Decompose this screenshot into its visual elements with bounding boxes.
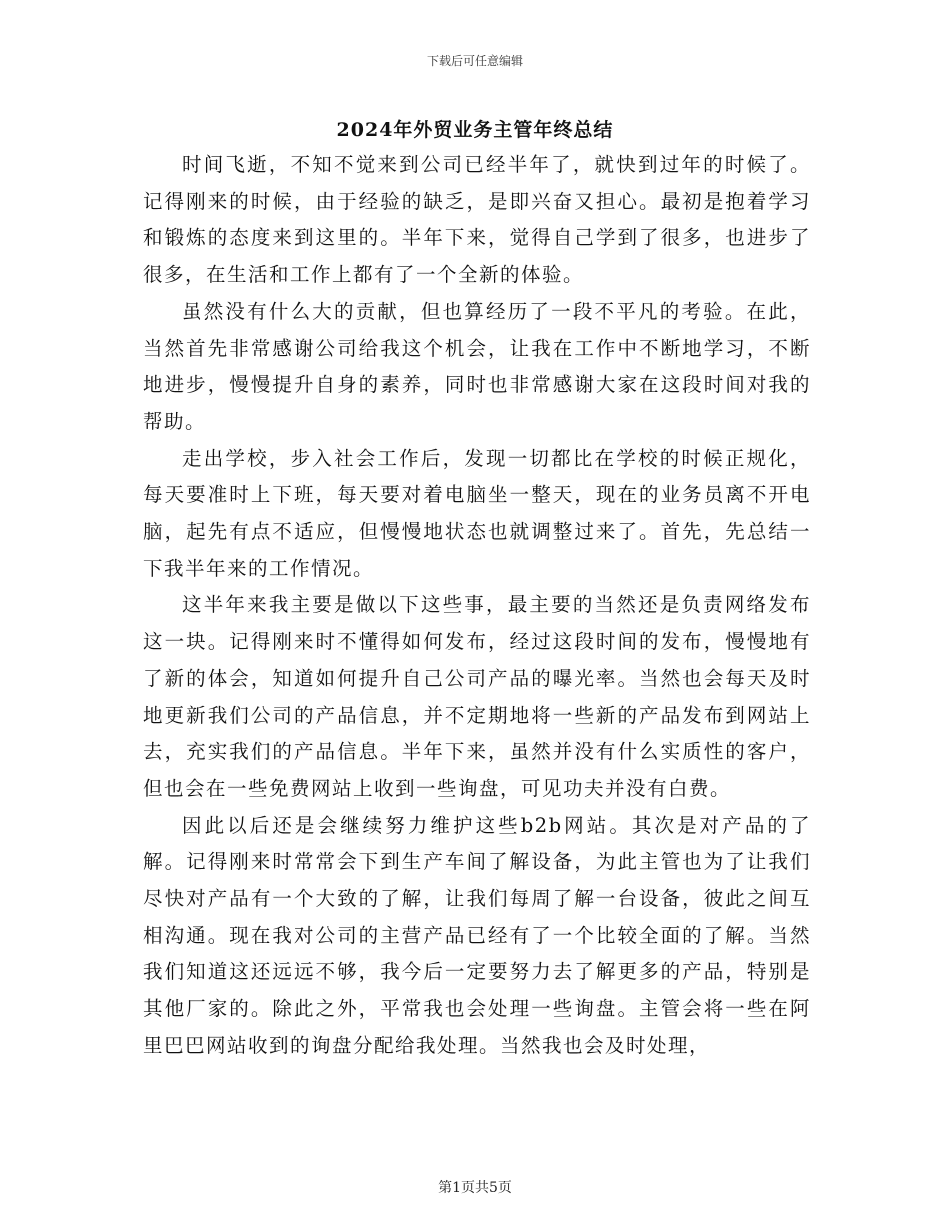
body-paragraph: 时间飞逝，不知不觉来到公司已经半年了，就快到过年的时候了。记得刚来的时候，由于经验的缺乏，是即兴奋又担心。最初是抱着学习和锻炼的态度来到这里的。半年下来，觉得自己学到了很多，也进步了很多，在生活和工作上都有了一个全新的体验。 bbox=[143, 153, 811, 287]
body-paragraph: 因此以后还是会继续努力维护这些b2b网站。其次是对产品的了解。记得刚来时常常会下到生产车间了解设备，为此主管也为了让我们尽快对产品有一个大致的了解，让我们每周了解一台设备，彼此之间互相沟通。现在我对公司的主营产品已经有了一个比较全面的了解。当然我们知道这还远远不够，我今后一定要努力去了解更多的产品，特别是其他厂家的。除此之外，平常我也会处理一些询盘。主管会将一些在阿里巴巴网站收到的询盘分配给我处理。当然我也会及时处理， bbox=[143, 813, 811, 1057]
body-paragraph: 这半年来我主要是做以下这些事，最主要的当然还是负责网络发布这一块。记得刚来时不懂得如何发布，经过这段时间的发布，慢慢地有了新的体会，知道如何提升自己公司产品的曝光率。当然也会每天及时地更新我们公司的产品信息，并不定期地将一些新的产品发布到网站上去，充实我们的产品信息。半年下来，虽然并没有什么实质性的客户，但也会在一些免费网站上收到一些询盘，可见功夫并没有白费。 bbox=[143, 593, 811, 800]
header-note: 下载后可任意编辑 bbox=[426, 54, 523, 68]
document-body bbox=[143, 147, 811, 1065]
body-paragraph: 走出学校，步入社会工作后，发现一切都比在学校的时候正规化，每天要准时上下班，每天要对着电脑坐一整天，现在的业务员离不开电脑，起先有点不适应，但慢慢地状态也就调整过来了。首先，先总结一下我半年来的工作情况。 bbox=[143, 446, 811, 580]
page-number: 第1页共5页 bbox=[438, 1180, 512, 1196]
document-title: 2024年外贸业务主管年终总结 bbox=[336, 119, 614, 141]
body-paragraph: 虽然没有什么大的贡献，但也算经历了一段不平凡的考验。在此，当然首先非常感谢公司给我这个机会，让我在工作中不断地学习，不断地进步，慢慢提升自身的素养，同时也非常感谢大家在这段时间对我的帮助。 bbox=[143, 299, 811, 433]
